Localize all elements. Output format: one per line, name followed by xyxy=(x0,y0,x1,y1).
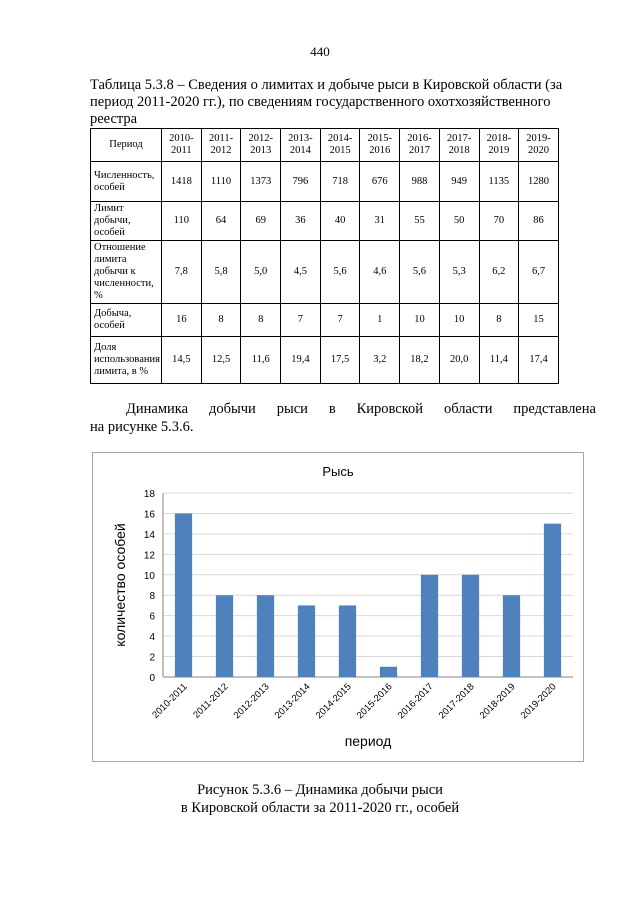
table-cell: 86 xyxy=(519,202,559,241)
chart-title: Рысь xyxy=(322,464,354,479)
table-row xyxy=(91,304,559,337)
header-period-2: 2012-2013 xyxy=(241,129,281,162)
header-period-label: Период xyxy=(91,129,162,162)
bar xyxy=(380,667,397,677)
x-tick-label: 2015-2016 xyxy=(354,681,395,722)
table-cell: 949 xyxy=(439,162,479,202)
table-row xyxy=(91,162,559,202)
y-axis-label: количество особей xyxy=(112,523,128,647)
table-row xyxy=(91,202,559,241)
table-cell: 5,0 xyxy=(241,241,281,304)
y-tick-label: 4 xyxy=(149,632,155,644)
x-tick-label: 2013-2014 xyxy=(272,681,313,722)
row-label: Добыча, особей xyxy=(91,304,162,337)
bar-chart xyxy=(93,453,583,761)
table-cell: 7 xyxy=(281,304,321,337)
table-cell: 4,5 xyxy=(281,241,321,304)
table-caption: Таблица 5.3.8 – Сведения о лимитах и добыче рыси в Кировской области (за период 2011-2020 гг.), по сведениям государственного охотхозяйственного реестра xyxy=(90,77,563,127)
row-label: Отношение лимита добычи к численности, % xyxy=(91,241,162,304)
table-cell: 6,2 xyxy=(479,241,519,304)
table-cell: 14,5 xyxy=(162,337,202,384)
table-row xyxy=(91,241,559,304)
y-tick-label: 18 xyxy=(143,489,155,500)
page-number: 440 xyxy=(310,44,330,59)
paragraph-word: области xyxy=(443,401,493,417)
header-period-3: 2013-2014 xyxy=(281,129,321,162)
table-cell: 10 xyxy=(400,304,440,337)
figure-caption-line-2: в Кировской области за 2011-2020 гг., особей xyxy=(180,800,460,816)
table-cell: 16 xyxy=(162,304,202,337)
table-cell: 5,3 xyxy=(439,241,479,304)
chart-frame xyxy=(92,452,584,762)
table-cell: 718 xyxy=(320,162,360,202)
table-cell: 10 xyxy=(439,304,479,337)
x-tick-label: 2016-2017 xyxy=(395,681,436,722)
header-period-4: 2014-2015 xyxy=(320,129,360,162)
y-tick-label: 14 xyxy=(143,529,155,541)
row-label: Лимит добычи, особей xyxy=(91,202,162,241)
paragraph-word: рыси xyxy=(276,401,308,417)
x-axis-label: период xyxy=(344,733,392,749)
table-cell: 796 xyxy=(281,162,321,202)
table-cell: 20,0 xyxy=(439,337,479,384)
table-cell: 12,5 xyxy=(201,337,241,384)
bar xyxy=(544,524,561,677)
x-tick-label: 2017-2018 xyxy=(436,681,477,722)
bar xyxy=(421,575,438,677)
header-period-8: 2018-2019 xyxy=(479,129,519,162)
header-period-7: 2017-2018 xyxy=(439,129,479,162)
x-tick-label: 2019-2020 xyxy=(518,681,559,722)
table-cell: 4,6 xyxy=(360,241,400,304)
figure-caption-line-1: Рисунок 5.3.6 – Динамика добычи рыси xyxy=(197,782,443,798)
x-tick-label: 2011-2012 xyxy=(191,681,231,721)
table-cell: 8 xyxy=(479,304,519,337)
y-tick-label: 10 xyxy=(143,570,155,582)
y-tick-label: 12 xyxy=(143,550,155,562)
table-row xyxy=(91,337,559,384)
paragraph-word: Динамика xyxy=(126,401,189,417)
x-tick-label: 2018-2019 xyxy=(477,681,518,722)
table-cell: 36 xyxy=(281,202,321,241)
table-cell: 5,6 xyxy=(400,241,440,304)
table-cell: 19,4 xyxy=(281,337,321,384)
header-period-5: 2015-2016 xyxy=(360,129,400,162)
table-cell: 17,4 xyxy=(519,337,559,384)
y-tick-label: 16 xyxy=(143,509,155,521)
table-cell: 1110 xyxy=(201,162,241,202)
table-cell: 11,4 xyxy=(479,337,519,384)
y-tick-label: 0 xyxy=(149,673,155,684)
x-tick-label: 2014-2015 xyxy=(313,681,354,722)
bar xyxy=(298,605,315,677)
table-cell: 7 xyxy=(320,304,360,337)
table-cell: 1280 xyxy=(519,162,559,202)
y-tick-label: 6 xyxy=(149,611,155,623)
table-cell: 1373 xyxy=(241,162,281,202)
table-cell: 31 xyxy=(360,202,400,241)
figure-caption xyxy=(0,781,640,817)
header-period-1: 2011-2012 xyxy=(201,129,241,162)
table-cell: 1 xyxy=(360,304,400,337)
bar xyxy=(175,513,192,677)
table-cell: 17,5 xyxy=(320,337,360,384)
table-cell: 8 xyxy=(241,304,281,337)
table-cell: 64 xyxy=(201,202,241,241)
paragraph-word: добычи xyxy=(208,401,256,417)
table-cell: 676 xyxy=(360,162,400,202)
paragraph-word: в xyxy=(328,401,336,417)
paragraph-word: Кировской xyxy=(356,401,424,417)
bar xyxy=(462,575,479,677)
y-tick-label: 2 xyxy=(149,652,155,664)
bar xyxy=(503,595,520,677)
header-period-6: 2016-2017 xyxy=(400,129,440,162)
table-cell: 69 xyxy=(241,202,281,241)
paragraph-line-1 xyxy=(90,400,596,418)
table-cell: 40 xyxy=(320,202,360,241)
table-cell: 15 xyxy=(519,304,559,337)
table-cell: 5,6 xyxy=(320,241,360,304)
table-header-row xyxy=(91,129,559,162)
bar xyxy=(216,595,233,677)
table-cell: 55 xyxy=(400,202,440,241)
table-cell: 6,7 xyxy=(519,241,559,304)
y-tick-label: 8 xyxy=(149,591,155,603)
paragraph-line-2: на рисунке 5.3.6. xyxy=(90,419,194,435)
table-body xyxy=(91,162,559,384)
table-cell: 988 xyxy=(400,162,440,202)
table-cell: 1418 xyxy=(162,162,202,202)
table-cell: 5,8 xyxy=(201,241,241,304)
table-cell: 7,8 xyxy=(162,241,202,304)
table-cell: 1135 xyxy=(479,162,519,202)
table-cell: 8 xyxy=(201,304,241,337)
paragraph-word: представлена xyxy=(513,401,596,417)
body-paragraph xyxy=(90,400,596,436)
table-cell: 3,2 xyxy=(360,337,400,384)
row-label: Численность, особей xyxy=(91,162,162,202)
header-period-9: 2019-2020 xyxy=(519,129,559,162)
data-table xyxy=(90,128,559,384)
bar xyxy=(339,605,356,677)
table-cell: 70 xyxy=(479,202,519,241)
header-period-0: 2010-2011 xyxy=(162,129,202,162)
row-label: Доля использования лимита, в % xyxy=(91,337,162,384)
x-tick-label: 2012-2013 xyxy=(231,681,272,722)
x-tick-label: 2010-2011 xyxy=(150,681,190,721)
table-cell: 110 xyxy=(162,202,202,241)
table-cell: 11,6 xyxy=(241,337,281,384)
table-cell: 18,2 xyxy=(400,337,440,384)
table-cell: 50 xyxy=(439,202,479,241)
bar xyxy=(257,595,274,677)
